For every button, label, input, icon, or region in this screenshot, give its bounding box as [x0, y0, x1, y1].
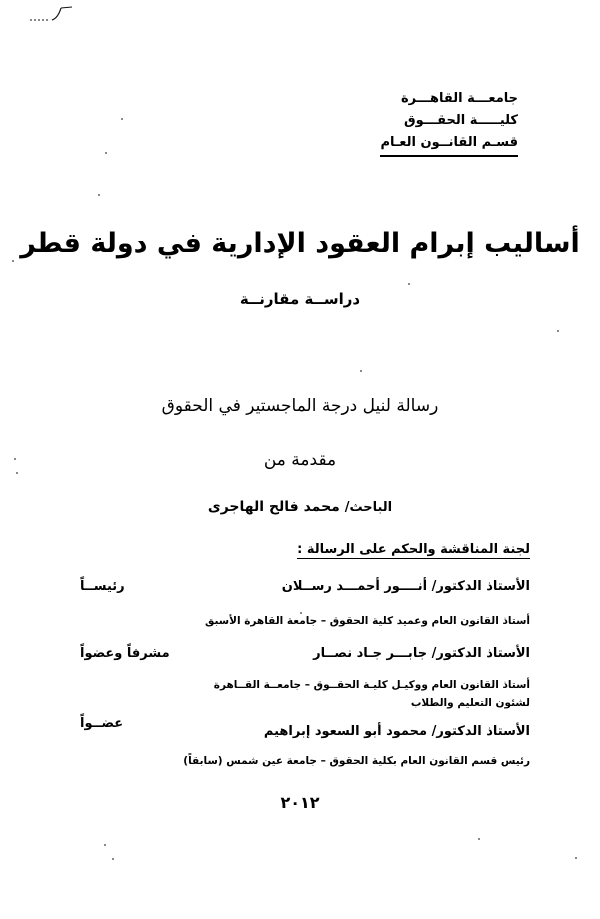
scan-speck [16, 472, 18, 474]
scan-speck [98, 194, 100, 196]
scan-speck [557, 330, 559, 332]
committee-heading: لجنة المناقشة والحكم على الرسالة : [297, 542, 530, 557]
thesis-title: أساليب إبرام العقود الإدارية في دولة قطر [20, 228, 580, 259]
faculty-name: كليـــــة الحقـــوق [404, 113, 518, 128]
presented-by: مقدمة من [263, 450, 337, 470]
committee-member-role: عضــواً [80, 716, 124, 731]
scan-speck [478, 838, 480, 840]
scan-speck [408, 283, 410, 285]
committee-member-name: الأستاذ الدكتور/ محمود أبو السعود إبراهيم [263, 724, 530, 739]
researcher-role: الباحث/ [344, 500, 393, 515]
thesis-subtitle: دراســة مقارنــة [239, 290, 361, 308]
university-name: جامعـــة القاهـــرة [400, 91, 518, 106]
committee-member-name: الأستاذ الدكتور/ جابـــر جـاد نصــار [313, 646, 530, 661]
thesis-purpose: رسالة لنيل درجة الماجستير في الحقوق [161, 396, 439, 416]
scan-speck [104, 844, 106, 846]
scan-speck [575, 857, 577, 859]
scan-speck [105, 152, 107, 154]
scan-mark-icon [28, 4, 74, 24]
scan-speck [112, 858, 114, 860]
researcher-line [0, 499, 600, 515]
committee-member-name: الأستاذ الدكتور/ أنــــور أحمـــد رســلان [281, 579, 530, 594]
thesis-year: ٢٠١٢ [280, 793, 320, 812]
committee-member-role: رئيســاً [80, 579, 125, 594]
institution-header [380, 88, 518, 157]
committee-member-detail: لشئون التعليم والطلاب [410, 697, 530, 709]
scan-speck [12, 260, 14, 262]
scan-speck [121, 118, 123, 120]
department-name: قسـم القانــون العـام [380, 132, 518, 157]
committee-member-role: مشرفاً وعضواً [80, 646, 170, 661]
committee-member-detail: أستاذ القانون العام وعميد كلية الحقوق – جامعة القاهرة الأسبق [205, 615, 530, 627]
scan-speck [360, 370, 362, 372]
committee-member-detail: رئيس قسم القانون العام بكلية الحقوق – جامعة عين شمس (سابقاً) [183, 755, 530, 767]
committee-member-detail: أستاذ القانون العام ووكيـل كليـة الحقــوق – جامعــة القــاهرة [213, 679, 530, 691]
researcher-name: محمد فالح الهاجرى [207, 499, 340, 515]
